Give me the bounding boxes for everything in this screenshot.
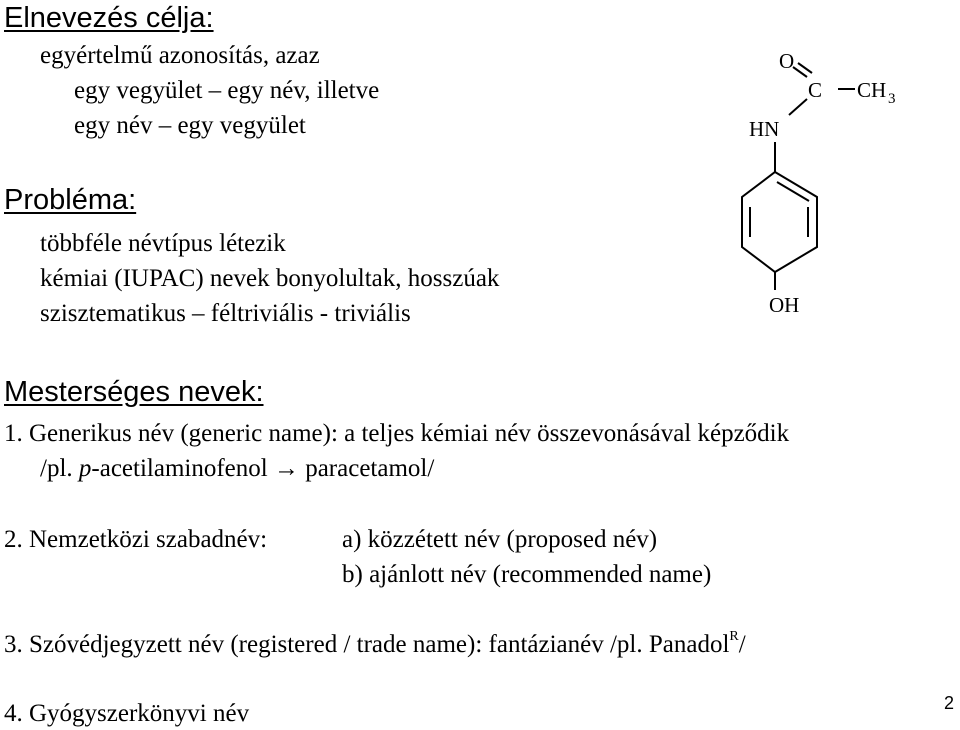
- text-line: szisztematikus – féltriviális - triviális: [40, 300, 411, 327]
- carbonyl-oxygen-label: O: [779, 49, 795, 73]
- example-italic: p: [78, 455, 92, 482]
- text-line: többféle névtípus létezik: [40, 230, 286, 257]
- example-line: [40, 455, 434, 483]
- registered-mark: R: [729, 629, 739, 644]
- methyl-label: CH: [857, 78, 887, 102]
- ring-double-bond-1: [777, 182, 809, 201]
- trade-name-suffix: /: [738, 631, 746, 658]
- trade-name-text: 3. Szóvédjegyzett név (registered / trade name): fantázianév /pl. Panadol: [4, 631, 730, 658]
- example-prefix: /pl.: [40, 455, 79, 482]
- text-line: egy név – egy vegyület: [74, 112, 306, 139]
- amine-label: HN: [749, 117, 780, 141]
- heading-mesterseges-nevek: Mesterséges nevek:: [4, 376, 264, 408]
- list-item-trade-name: [4, 631, 746, 659]
- list-item-generic-name: 1. Generikus név (generic name): a teljes kémiai név összevonásával képződik: [4, 420, 790, 447]
- hydroxyl-label: OH: [769, 293, 800, 317]
- option-recommended-name: b) ajánlott név (recommended name): [342, 561, 712, 588]
- heading-elnevezes: Elnevezés célja:: [4, 2, 214, 34]
- text-line: egy vegyület – egy név, illetve: [74, 77, 380, 104]
- carbon-label: C: [808, 78, 823, 102]
- example-rest: -acetilaminofenol → paracetamol/: [91, 455, 435, 482]
- option-proposed-name: a) közzétett név (proposed név): [342, 526, 658, 553]
- paracetamol-structure: [700, 40, 920, 330]
- list-item-pharmacopoeia-name: 4. Gyógyszerkönyvi név: [4, 700, 250, 727]
- benzene-ring: [742, 172, 817, 272]
- text-line: kémiai (IUPAC) nevek bonyolultak, hosszúak: [40, 265, 500, 292]
- page-number: 2: [944, 693, 955, 713]
- list-item-international-name: 2. Nemzetközi szabadnév:: [4, 526, 268, 553]
- methyl-subscript: 3: [888, 91, 896, 107]
- text-line: egyértelmű azonosítás, azaz: [40, 42, 320, 69]
- heading-problema: Probléma:: [4, 184, 137, 216]
- amide-bond: [789, 99, 807, 115]
